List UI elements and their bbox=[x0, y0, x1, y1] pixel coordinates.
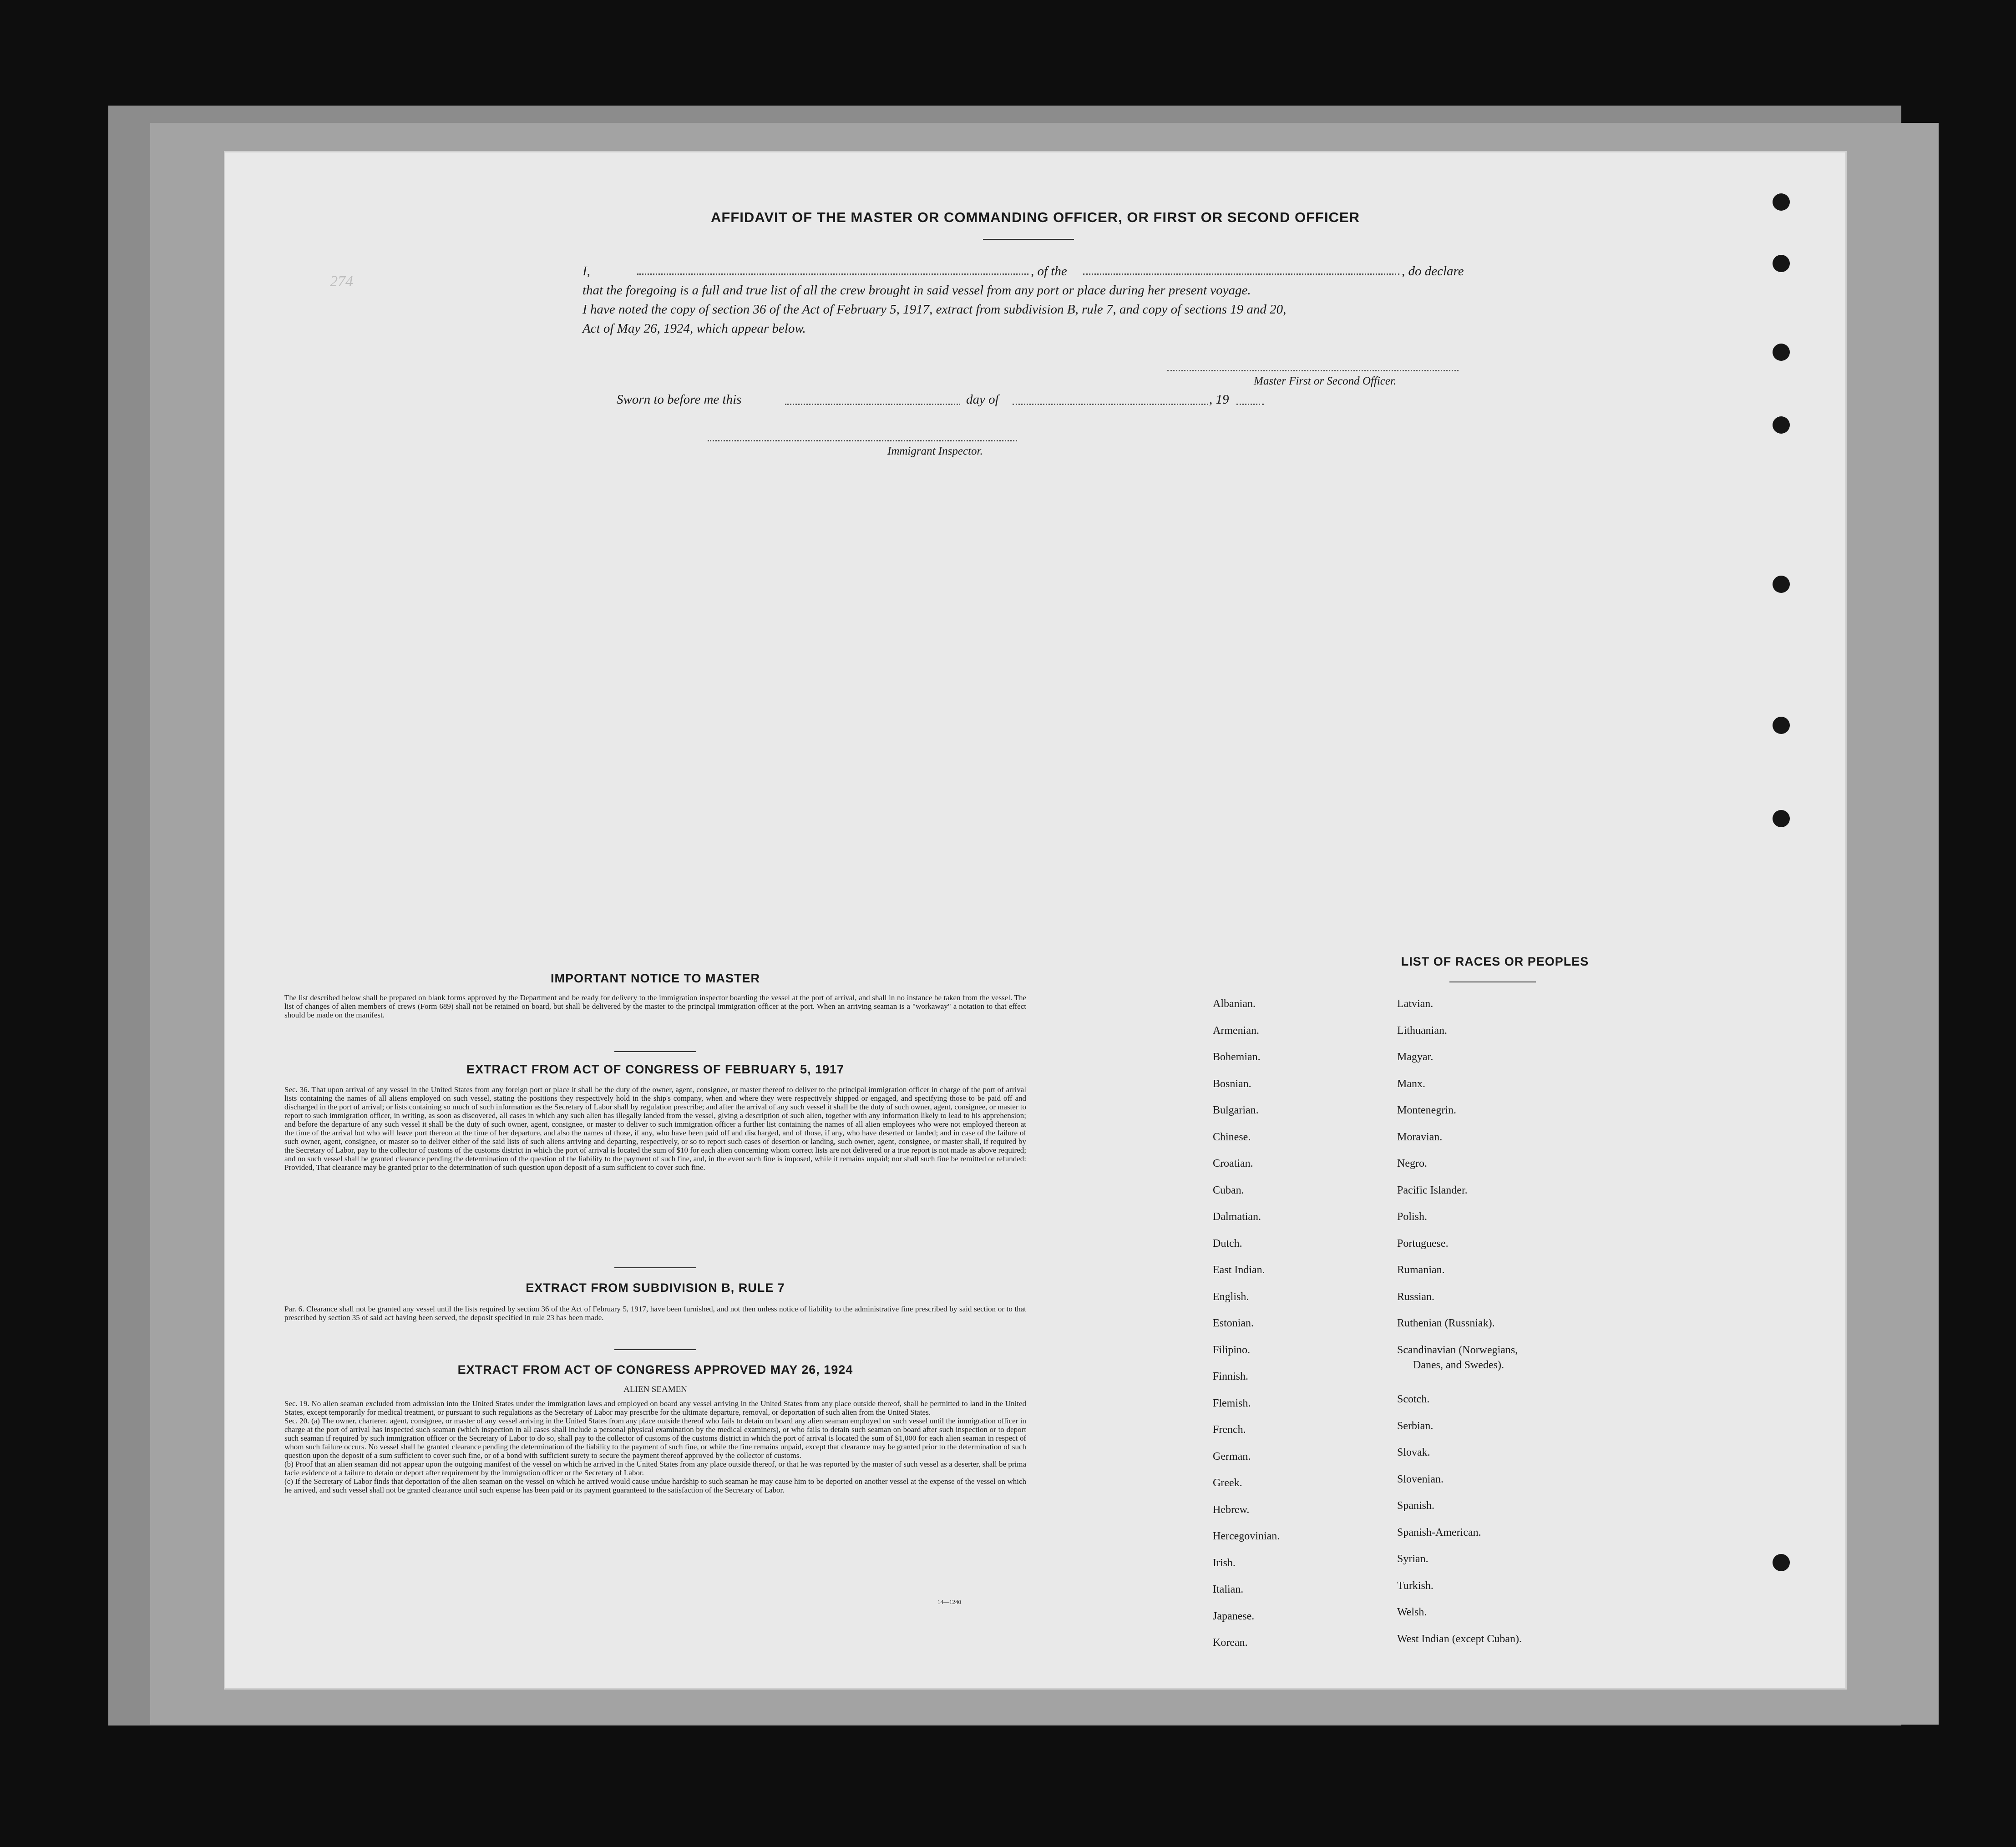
race-item: Lithuanian. bbox=[1397, 1024, 1447, 1037]
race-item: Dutch. bbox=[1213, 1237, 1242, 1250]
affidavit-line-2: that the foregoing is a full and true list of all the crew brought in said vessel from any port or place during her present voyage. bbox=[583, 283, 1251, 298]
punch-hole bbox=[1773, 416, 1790, 434]
race-item: Slovak. bbox=[1397, 1447, 1430, 1458]
punch-hole bbox=[1773, 717, 1790, 734]
race-item: Bosnian. bbox=[1213, 1078, 1251, 1090]
race-item: German. bbox=[1213, 1450, 1251, 1462]
section-19-text: Sec. 19. No alien seaman excluded from admission into the United States under the immigration laws and employed on board any vessel arriving in the United States from any place outside thereof, shall be permitted to land in the United States, except temporarily for medical treatment, or pursuant to such regulations as the Secretary of Labor may prescribe for the ultimate departure, removal, or deportation of such alien from the United States. bbox=[284, 1399, 1026, 1417]
race-item: Magyar. bbox=[1397, 1051, 1433, 1063]
race-item: Moravian. bbox=[1397, 1131, 1443, 1143]
race-item: Manx. bbox=[1397, 1078, 1425, 1090]
do-declare-label: , do declare bbox=[1402, 264, 1464, 278]
inspector-label: Immigrant Inspector. bbox=[887, 445, 983, 457]
section-20b-text: (b) Proof that an alien seaman did not appear upon the outgoing manifest of the vessel on which he arrived in the United States from any place outside thereof, or that he was reported by the master of such vessel as a deserter, shall be prima facie evidence of a failure to detain or deport after requirement by the immigration officer or the Secretary of Labor. bbox=[284, 1460, 1026, 1477]
race-item: Estonian. bbox=[1213, 1317, 1254, 1329]
extract-1917-title: EXTRACT FROM ACT OF CONGRESS OF FEBRUARY 5, 1917 bbox=[466, 1063, 845, 1076]
punch-hole bbox=[1773, 810, 1790, 827]
race-item: Cuban. bbox=[1213, 1184, 1244, 1196]
race-item: Hercegovinian. bbox=[1213, 1530, 1280, 1542]
vessel-name-field[interactable] bbox=[1083, 273, 1399, 275]
race-item: Filipino. bbox=[1213, 1344, 1251, 1356]
race-item: Flemish. bbox=[1213, 1397, 1251, 1409]
notice-body: The list described below shall be prepared on blank forms approved by the Department and be ready for delivery to the immigration inspector boarding the vessel at the port of arrival, and shall in no instance be taken from the vessel. The list of changes of alien members of crews (Form 689) shall not be retained on board, but shall be delivered by the master to the principal immigration officer at the port. When an arriving seaman is a "workaway" a notation to that effect should be made on the manifest. bbox=[284, 993, 1026, 1019]
form-number: 14—1240 bbox=[937, 1599, 961, 1605]
affidavit-title: AFFIDAVIT OF THE MASTER OR COMMANDING OFFICER, OR FIRST OR SECOND OFFICER bbox=[710, 209, 1360, 225]
race-item: Portuguese. bbox=[1397, 1237, 1449, 1250]
race-item: Rumanian. bbox=[1397, 1264, 1445, 1276]
race-item: English. bbox=[1213, 1290, 1249, 1303]
race-item: Croatian. bbox=[1213, 1158, 1253, 1169]
race-item: Slovenian. bbox=[1397, 1473, 1444, 1485]
extract-1924-body bbox=[284, 1399, 1026, 1494]
section-rule bbox=[614, 1051, 696, 1052]
section-20c-text: (c) If the Secretary of Labor finds that deportation of the alien seaman on the vessel on which he arrived would cause undue hardship to such seaman he may cause him to be deported on another vessel at the expense of the vessel on which he arrived, and such vessel shall not be granted clearance until such expense has been paid or its payment guaranteed to the satisfaction of the Secretary of Labor. bbox=[284, 1477, 1026, 1494]
punch-hole bbox=[1773, 344, 1790, 361]
race-item: West Indian (except Cuban). bbox=[1397, 1633, 1522, 1645]
race-item: Irish. bbox=[1213, 1557, 1236, 1569]
race-item: Greek. bbox=[1213, 1477, 1242, 1489]
race-item: Hebrew. bbox=[1213, 1503, 1250, 1516]
race-item: Pacific Islander. bbox=[1397, 1184, 1468, 1196]
sworn-label: Sworn to before me this bbox=[617, 392, 742, 407]
master-signature-field[interactable] bbox=[1167, 370, 1459, 371]
sworn-year-field[interactable] bbox=[1236, 404, 1264, 405]
race-item: Bohemian. bbox=[1213, 1051, 1261, 1063]
race-item: Japanese. bbox=[1213, 1610, 1255, 1622]
race-item: Scotch. bbox=[1397, 1393, 1430, 1405]
race-item: Armenian. bbox=[1213, 1024, 1259, 1037]
day-of-label: day of bbox=[966, 392, 999, 407]
inspector-signature-field[interactable] bbox=[708, 440, 1017, 441]
of-the-label: , of the bbox=[1031, 264, 1067, 278]
sworn-month-field[interactable] bbox=[1013, 404, 1208, 405]
document-page bbox=[225, 152, 1845, 1688]
race-item: East Indian. bbox=[1213, 1264, 1265, 1276]
race-item: Serbian. bbox=[1397, 1420, 1433, 1432]
title-rule bbox=[983, 239, 1074, 240]
race-item: Italian. bbox=[1213, 1584, 1244, 1595]
section-rule bbox=[614, 1267, 696, 1268]
races-title: LIST OF RACES OR PEOPLES bbox=[1401, 955, 1589, 968]
punch-hole bbox=[1773, 255, 1790, 272]
race-item: Turkish. bbox=[1397, 1579, 1433, 1592]
race-item: Spanish. bbox=[1397, 1500, 1435, 1512]
affidavit-line-4: Act of May 26, 1924, which appear below. bbox=[583, 321, 806, 336]
affidavit-line-3: I have noted the copy of section 36 of the Act of February 5, 1917, extract from subdivision B, rule 7, and copy of sections 19 and 20, bbox=[583, 302, 1287, 317]
race-item: Negro. bbox=[1397, 1158, 1427, 1169]
race-item: Syrian. bbox=[1397, 1553, 1428, 1565]
race-item: Montenegrin. bbox=[1397, 1104, 1456, 1116]
race-item: Ruthenian (Russniak). bbox=[1397, 1317, 1495, 1329]
race-item: Latvian. bbox=[1397, 998, 1433, 1010]
race-item: Danes, and Swedes). bbox=[1413, 1359, 1504, 1371]
alien-seamen-subtitle: ALIEN SEAMEN bbox=[623, 1385, 687, 1394]
race-item: Albanian. bbox=[1213, 998, 1256, 1010]
race-item: Polish. bbox=[1397, 1211, 1428, 1223]
section-20a-text: Sec. 20. (a) The owner, charterer, agent, consignee, or master of any vessel arriving in the United States from any place outside thereof who fails to detain on board any alien seaman employed on such vessel until the immigration officer in charge at the port of arrival has inspected such seaman (which inspection in all cases shall include a personal physical examination by the medical examiners), or who fails to detain such seaman on board after such inspection or to deport such seaman if required by such immigration officer or the Secretary of Labor to do so, shall pay to the collector of customs of the customs district in which the port of arrival is located the sum of $1,000 for each alien seaman in respect of whom such failure occurs. No vessel shall be granted clearance pending the determination of the liability to the payment of such fine, or while the fine remains unpaid, except that clearance may be granted prior to the determination of such question upon the deposit of a sum sufficient to cover such fine, or of a bond with sufficient surety to secure the payment thereof approved by the collector of customs. bbox=[284, 1417, 1026, 1460]
race-item: Korean. bbox=[1213, 1637, 1248, 1649]
race-item: Chinese. bbox=[1213, 1131, 1251, 1143]
race-item: Scandinavian (Norwegians, bbox=[1397, 1344, 1518, 1356]
extract-1924-title: EXTRACT FROM ACT OF CONGRESS APPROVED MAY 26, 1924 bbox=[457, 1363, 853, 1376]
race-item: Finnish. bbox=[1213, 1371, 1249, 1382]
race-item: Dalmatian. bbox=[1213, 1211, 1261, 1223]
subdivision-b-body: Par. 6. Clearance shall not be granted any vessel until the lists required by section 36 of the Act of February 5, 1917, have been furnished, and not then unless notice of liability to the administrative fine prescribed by said section or to that prescribed by section 35 of said act having been served, the deposit specified in rule 23 has been made. bbox=[284, 1305, 1026, 1322]
year-label: , 19 bbox=[1209, 392, 1229, 407]
punch-hole bbox=[1773, 1554, 1790, 1571]
affiant-label: I, bbox=[583, 264, 590, 278]
sworn-day-field[interactable] bbox=[785, 404, 960, 405]
extract-1917-body: Sec. 36. That upon arrival of any vessel in the United States from any foreign port or place it shall be the duty of the owner, agent, consignee, or master thereof to deliver to the principal immigration officer in charge of the port of arrival lists containing the names of all aliens employed on such vessel, stating the positions they respectively hold in the ship's company, when and where they were respectively shipped or engaged, and specifying those to be paid off and discharged in the port of arrival; or lists containing so much of such information as the Secretary of Labor shall by regulation prescribe; and after the arrival of any such vessel it shall be the duty of such owner, agent, consignee, or master to report to such immigration officer, in writing, as soon as discovered, all cases in which any such alien has illegally landed from the vessel, giving a description of such alien, together with any information likely to lead to his apprehension; and before the departure of any such vessel it shall be the duty of such owner, agent, consignee, or master to deliver to such immigration officer a further list containing the names of all alien employees who were not employed thereon at the time of the arrival but who will leave port thereon at the time of her departure, and also the names of those, if any, who have been paid off and discharged, and of those, if any, who have deserted or landed; and in case of the failure of such owner, agent, consignee, or master so to deliver either of the said lists of such aliens arriving and departing, respectively, or so to report such cases of desertion or landing, such owner, agent, consignee, or master shall, if required by the Secretary of Labor, pay to the collector of customs of the customs district in which the port of arrival is located the sum of $10 for each alien concerning whom correct lists are not delivered or a true report is not made as above required; and no such vessel shall be granted clearance pending the determination of the question of the liability to the payment of such fine, and, in the event such fine is imposed, while it remains unpaid; nor shall such fine be remitted or refunded: Provided, That clearance may be granted prior to the determination of such question upon deposit of a sum sufficient to cover such fine. bbox=[284, 1085, 1026, 1172]
race-item: Bulgarian. bbox=[1213, 1104, 1259, 1116]
race-item: Spanish-American. bbox=[1397, 1526, 1481, 1538]
punch-hole bbox=[1773, 193, 1790, 211]
race-item: Russian. bbox=[1397, 1290, 1435, 1303]
handwritten-page-mark: 274 bbox=[330, 273, 353, 290]
section-rule bbox=[614, 1349, 696, 1350]
master-name-field[interactable] bbox=[637, 273, 1028, 275]
master-signature-label: Master First or Second Officer. bbox=[1254, 375, 1397, 387]
race-item: French. bbox=[1213, 1424, 1246, 1436]
notice-title: IMPORTANT NOTICE TO MASTER bbox=[551, 972, 760, 985]
punch-hole bbox=[1773, 576, 1790, 593]
subdivision-b-title: EXTRACT FROM SUBDIVISION B, RULE 7 bbox=[526, 1281, 785, 1295]
race-item: Welsh. bbox=[1397, 1606, 1427, 1618]
